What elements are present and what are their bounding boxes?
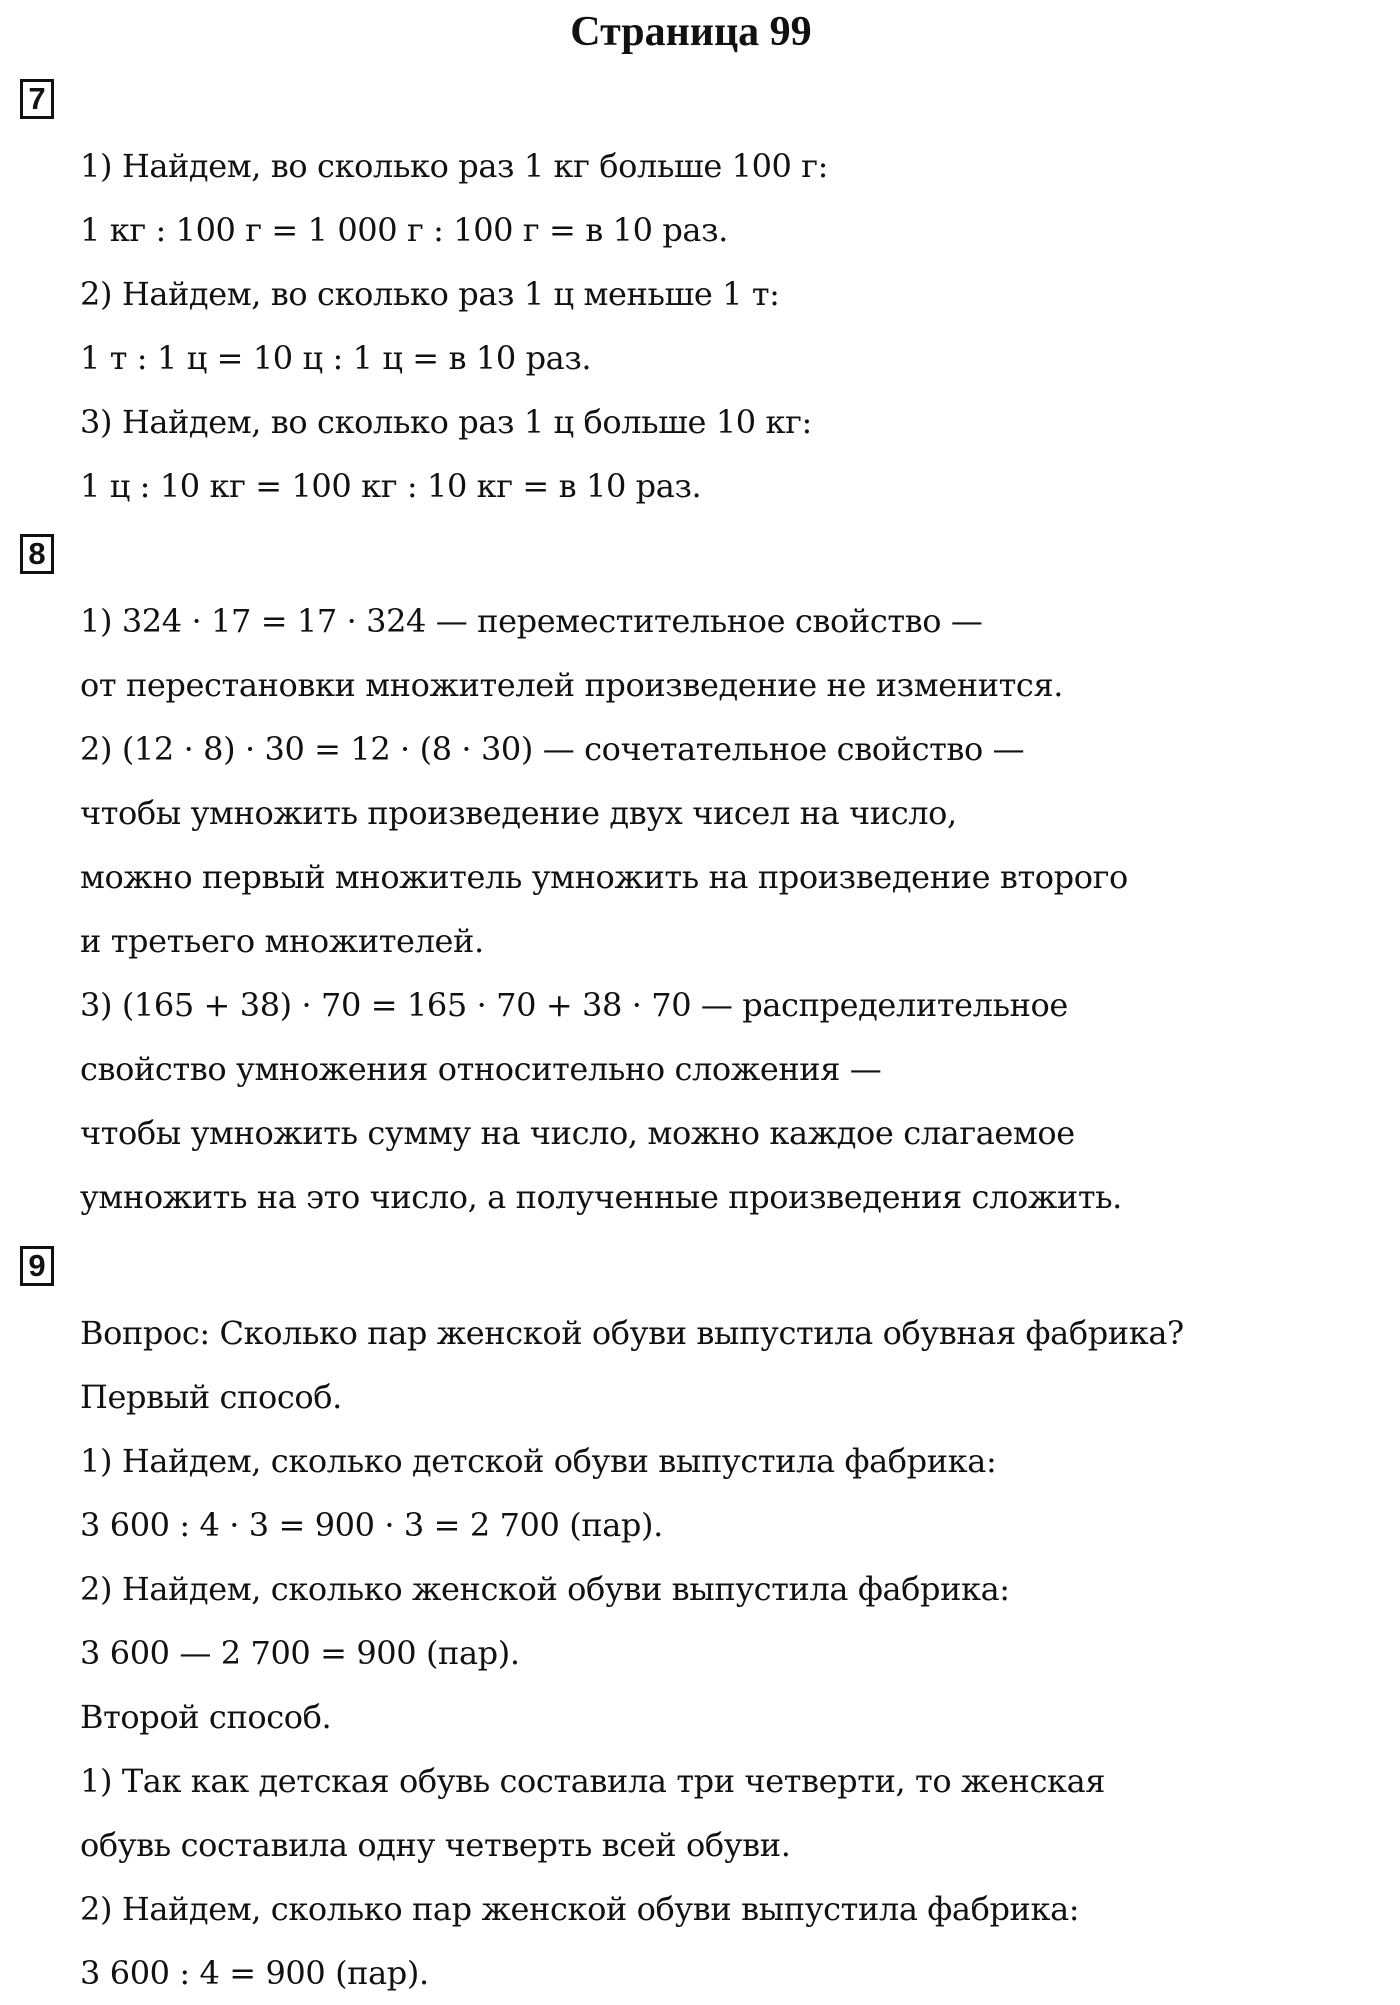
solution-line: 3) (165 + 38) · 70 = 165 · 70 + 38 · 70 — распределительное — [80, 986, 1068, 1024]
solution-line: обувь составила одну четверть всей обуви. — [80, 1826, 791, 1864]
solution-line: 1 ц : 10 кг = 100 кг : 10 кг = в 10 раз. — [80, 467, 702, 505]
solution-line: 1) Найдем, сколько детской обуви выпустила фабрика: — [80, 1442, 997, 1480]
solution-line: 2) Найдем, сколько женской обуви выпустила фабрика: — [80, 1570, 1010, 1608]
solution-line: 3 600 — 2 700 = 900 (пар). — [80, 1634, 520, 1672]
solution-line: 3 600 : 4 = 900 (пар). — [80, 1954, 429, 1992]
solution-line: чтобы умножить произведение двух чисел на число, — [80, 794, 957, 832]
solution-line: 2) (12 · 8) · 30 = 12 · (8 · 30) — сочетательное свойство — — [80, 730, 1025, 768]
solution-line: Первый способ. — [80, 1378, 342, 1416]
solution-line: 1 кг : 100 г = 1 000 г : 100 г = в 10 раз. — [80, 211, 728, 249]
solution-line: Вопрос: Сколько пар женской обуви выпустила обувная фабрика? — [80, 1314, 1184, 1352]
solution-line: 2) Найдем, во сколько раз 1 ц меньше 1 т: — [80, 275, 780, 313]
solution-line: 2) Найдем, сколько пар женской обуви выпустила фабрика: — [80, 1890, 1080, 1928]
task-8-solution — [80, 589, 1370, 1229]
solution-line: свойство умножения относительно сложения — — [80, 1050, 882, 1088]
task-number-8: 8 — [20, 534, 54, 574]
solution-line: от перестановки множителей произведение не изменится. — [80, 666, 1064, 704]
solution-line: 1) 324 · 17 = 17 · 324 — переместительное свойство — — [80, 602, 983, 640]
solution-line: 1) Так как детская обувь составила три четверти, то женская — [80, 1762, 1106, 1800]
task-number-7: 7 — [20, 79, 54, 119]
solution-line: 3 600 : 4 · 3 = 900 · 3 = 2 700 (пар). — [80, 1506, 663, 1544]
page-title: Страница 99 — [570, 9, 812, 55]
task-7-solution — [80, 134, 1370, 518]
solution-line: 1) Найдем, во сколько раз 1 кг больше 100 г: — [80, 147, 829, 185]
solution-line: можно первый множитель умножить на произведение второго — [80, 858, 1128, 896]
solution-line: Второй способ. — [80, 1698, 332, 1736]
task-9-solution — [80, 1301, 1370, 2005]
task-number-9: 9 — [20, 1246, 54, 1286]
solution-line: 1 т : 1 ц = 10 ц : 1 ц = в 10 раз. — [80, 339, 592, 377]
solution-line: и третьего множителей. — [80, 922, 484, 960]
solution-line: 3) Найдем, во сколько раз 1 ц больше 10 кг: — [80, 403, 812, 441]
solution-line: чтобы умножить сумму на число, можно каждое слагаемое — [80, 1114, 1075, 1152]
solution-line: умножить на это число, а полученные произведения сложить. — [80, 1178, 1122, 1216]
